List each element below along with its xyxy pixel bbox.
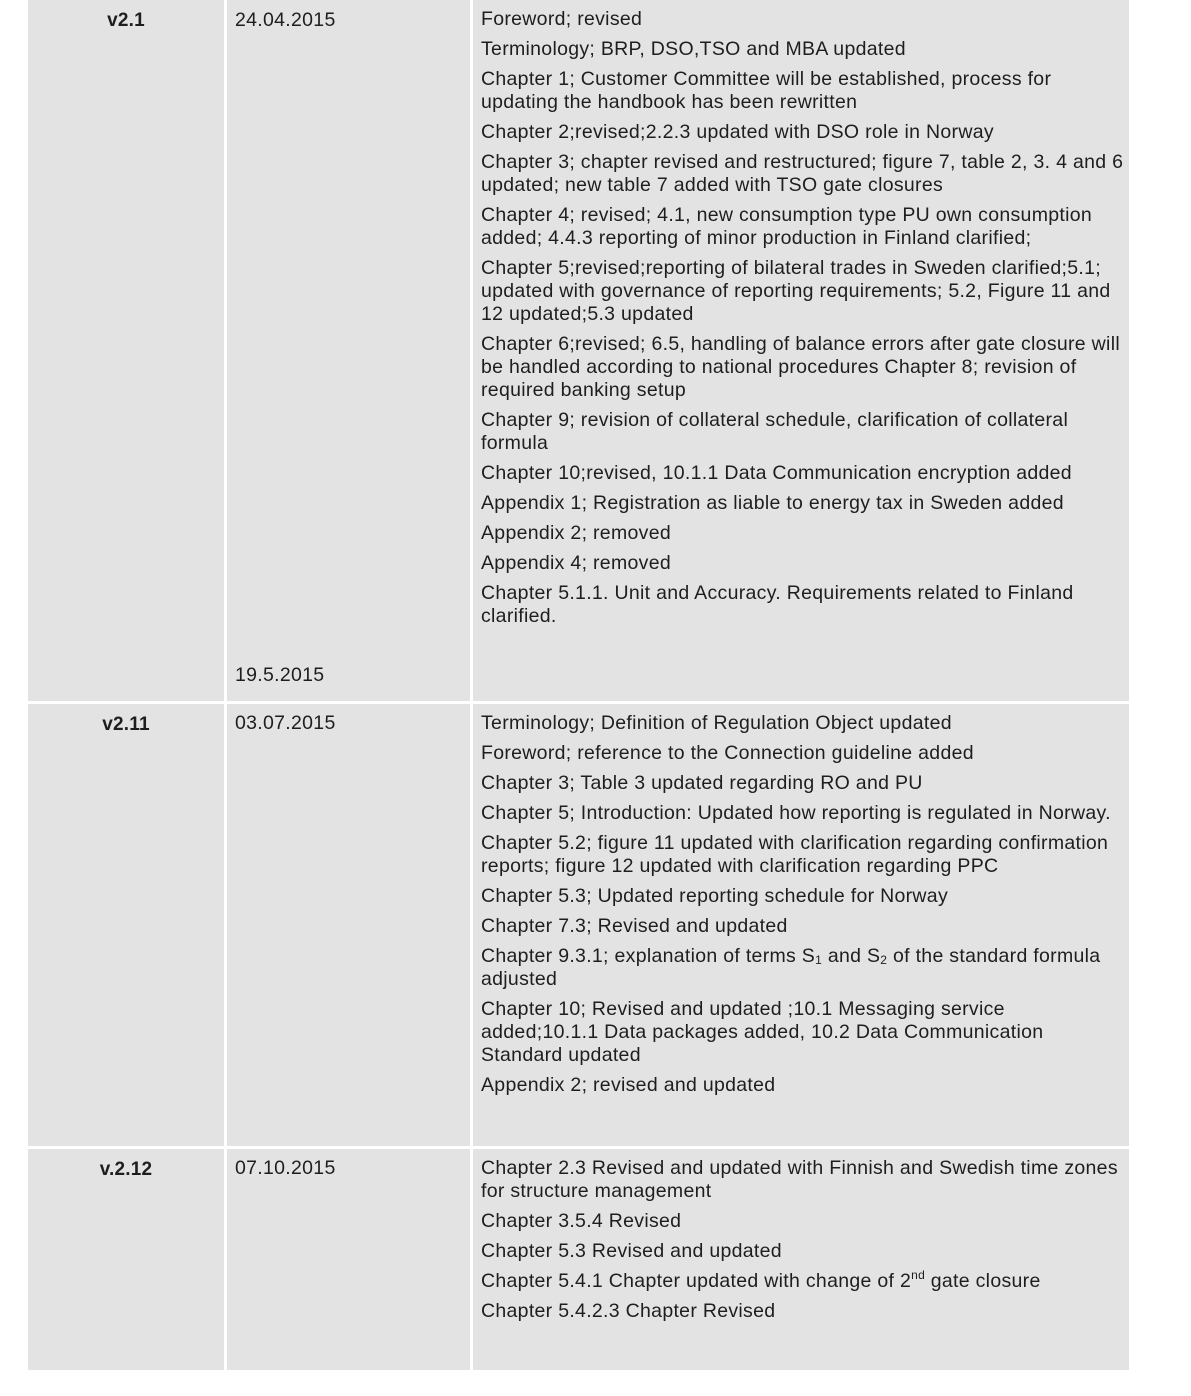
- change-item: Chapter 4; revised; 4.1, new consumption type PU own consumption added; 4.4.3 reporting of minor production in Finland clarified;: [481, 204, 1093, 249]
- table-row: [28, 1149, 1129, 1370]
- change-item: [481, 945, 1126, 991]
- change-item: Chapter 5.4.2.3 Chapter Revised: [481, 1300, 776, 1322]
- date-cell: [227, 704, 470, 1146]
- changes-cell: [473, 1149, 1129, 1370]
- change-item: Chapter 5.1.1. Unit and Accuracy. Requirements related to Finland clarified.: [481, 582, 1074, 627]
- table-row: [28, 704, 1129, 1146]
- date-cell: [227, 0, 470, 701]
- change-text: of the standard formula adjusted: [481, 945, 1101, 990]
- version-cell: [28, 0, 224, 701]
- change-list: [481, 8, 1126, 635]
- change-item: Chapter 2;revised;2.2.3 updated with DSO role in Norway: [481, 121, 994, 143]
- change-item: Foreword; revised: [481, 8, 643, 30]
- date-label: 07.10.2015: [235, 1157, 336, 1179]
- change-item: Appendix 1; Registration as liable to energy tax in Sweden added: [481, 492, 1064, 514]
- table-row: [28, 0, 1129, 701]
- change-item: Chapter 6;revised; 6.5, handling of balance errors after gate closure will be handled according to national procedures Chapter 8; revision of required banking setup: [481, 333, 1120, 401]
- change-item: Chapter 9; revision of collateral schedule, clarification of collateral formula: [481, 409, 1069, 454]
- version-cell: [28, 1149, 224, 1370]
- change-list: [481, 1157, 1126, 1330]
- change-item: Chapter 5.3 Revised and updated: [481, 1240, 782, 1262]
- change-item: Foreword; reference to the Connection guideline added: [481, 742, 974, 764]
- version-label: v2.11: [102, 714, 150, 735]
- subscript: 2: [880, 953, 888, 967]
- date-label: 24.04.2015: [235, 9, 336, 31]
- subscript: 1: [815, 953, 823, 967]
- change-item: Chapter 10;revised, 10.1.1 Data Communication encryption added: [481, 462, 1072, 484]
- version-label: v.2.12: [99, 1159, 153, 1180]
- change-item: Chapter 5;revised;reporting of bilateral trades in Sweden clarified;5.1; updated with governance of reporting requirements; 5.2, Figure 11 and 12 updated;5.3 updated: [481, 257, 1111, 325]
- change-item: Terminology; BRP, DSO,TSO and MBA updated: [481, 38, 906, 60]
- change-list: [481, 712, 1126, 1104]
- change-item: Chapter 7.3; Revised and updated: [481, 915, 788, 937]
- change-item: Appendix 2; revised and updated: [481, 1074, 776, 1096]
- change-item: Chapter 10; Revised and updated ;10.1 Messaging service added;10.1.1 Data packages added, 10.2 Data Communication Standard updated: [481, 998, 1044, 1066]
- superscript: nd: [911, 1268, 926, 1282]
- change-item: Chapter 1; Customer Committee will be established, process for updating the handbook has been rewritten: [481, 68, 1052, 113]
- date-cell: [227, 1149, 470, 1370]
- changes-cell: [473, 704, 1129, 1146]
- version-cell: [28, 704, 224, 1146]
- change-item: Appendix 2; removed: [481, 522, 671, 544]
- change-text: Chapter 5.4.1 Chapter updated with change of 2: [481, 1270, 912, 1292]
- change-text: and S: [822, 945, 881, 967]
- date-label: 03.07.2015: [235, 712, 336, 734]
- change-item: Chapter 3.5.4 Revised: [481, 1210, 682, 1232]
- change-text: Chapter 9.3.1; explanation of terms S: [481, 945, 816, 967]
- version-label: v2.1: [107, 10, 145, 31]
- change-item: Chapter 5.3; Updated reporting schedule for Norway: [481, 885, 949, 907]
- changes-cell: [473, 0, 1129, 701]
- revision-history-table: [28, 0, 1129, 1370]
- date-label: 19.5.2015: [235, 664, 325, 686]
- change-item: [481, 1270, 1126, 1293]
- change-item: Terminology; Definition of Regulation Object updated: [481, 712, 952, 734]
- change-item: Chapter 5; Introduction: Updated how reporting is regulated in Norway.: [481, 802, 1111, 824]
- change-item: Chapter 5.2; figure 11 updated with clarification regarding confirmation reports; figure 12 updated with clarification regarding PPC: [481, 832, 1109, 877]
- change-text: gate closure: [925, 1270, 1041, 1292]
- change-item: Appendix 4; removed: [481, 552, 671, 574]
- change-item: Chapter 3; Table 3 updated regarding RO and PU: [481, 772, 923, 794]
- change-item: Chapter 2.3 Revised and updated with Finnish and Swedish time zones for structure management: [481, 1157, 1118, 1202]
- change-item: Chapter 3; chapter revised and restructured; figure 7, table 2, 3. 4 and 6 updated; new table 7 added with TSO gate closures: [481, 151, 1124, 196]
